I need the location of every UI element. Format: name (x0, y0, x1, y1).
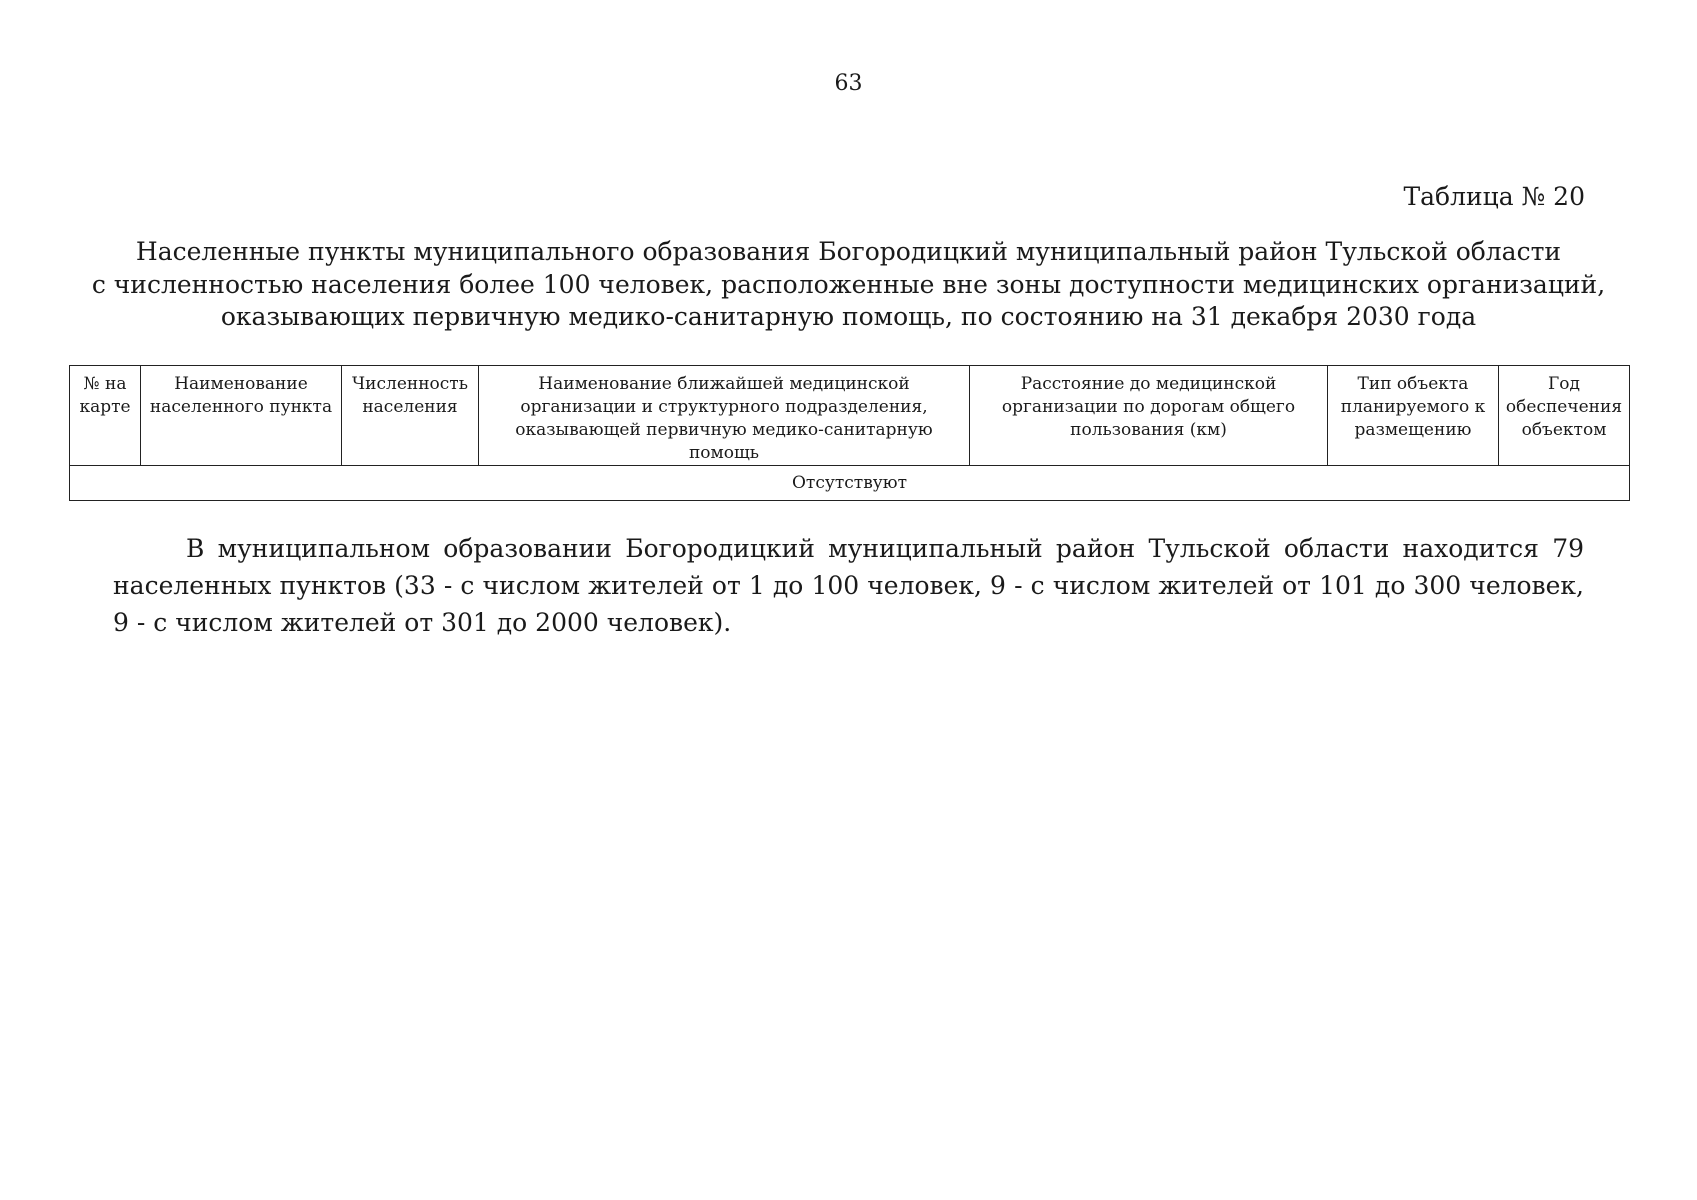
empty-row-cell: Отсутствуют (70, 466, 1630, 501)
table-row (70, 466, 1630, 501)
header-object-type: Тип объекта планируемого к размещению (1328, 366, 1499, 466)
document-heading (60, 236, 1637, 334)
header-provision-year: Год обеспечения объектом (1499, 366, 1630, 466)
heading-line: с численностью населения более 100 человек, расположенные вне зоны доступности медицинских организаций, (91, 269, 1606, 299)
settlements-table (69, 365, 1630, 501)
page-number: 63 (834, 71, 863, 96)
table-header (70, 366, 1630, 466)
header-settlement-name: Наименование населенного пункта (141, 366, 342, 466)
header-distance: Расстояние до медицинской организации по дорогам общего пользования (км) (970, 366, 1328, 466)
heading-line: Населенные пункты муниципального образования Богородицкий муниципальный район Тульской области (135, 237, 1562, 266)
table-body (70, 466, 1630, 501)
header-population: Численность населения (342, 366, 479, 466)
heading-line: оказывающих первичную медико-санитарную помощь, по состоянию на 31 декабря 2030 года (220, 302, 1477, 331)
body-paragraph: В муниципальном образовании Богородицкий муниципальный район Тульской области находится 79 населенных пунктов (33 - с числом жителей от 1 до 100 человек, 9 - с числом жителей от 101 до 300 человек, 9 - с числом жителей от 301 до 2000 человек). (113, 534, 1584, 637)
table-header-row (70, 366, 1630, 466)
table-caption: Таблица № 20 (1403, 182, 1585, 211)
header-map-number: № на карте (70, 366, 141, 466)
header-nearest-medical-org: Наименование ближайшей медицинской организации и структурного подразделения, оказывающей первичную медико-санитарную помощь (479, 366, 970, 466)
